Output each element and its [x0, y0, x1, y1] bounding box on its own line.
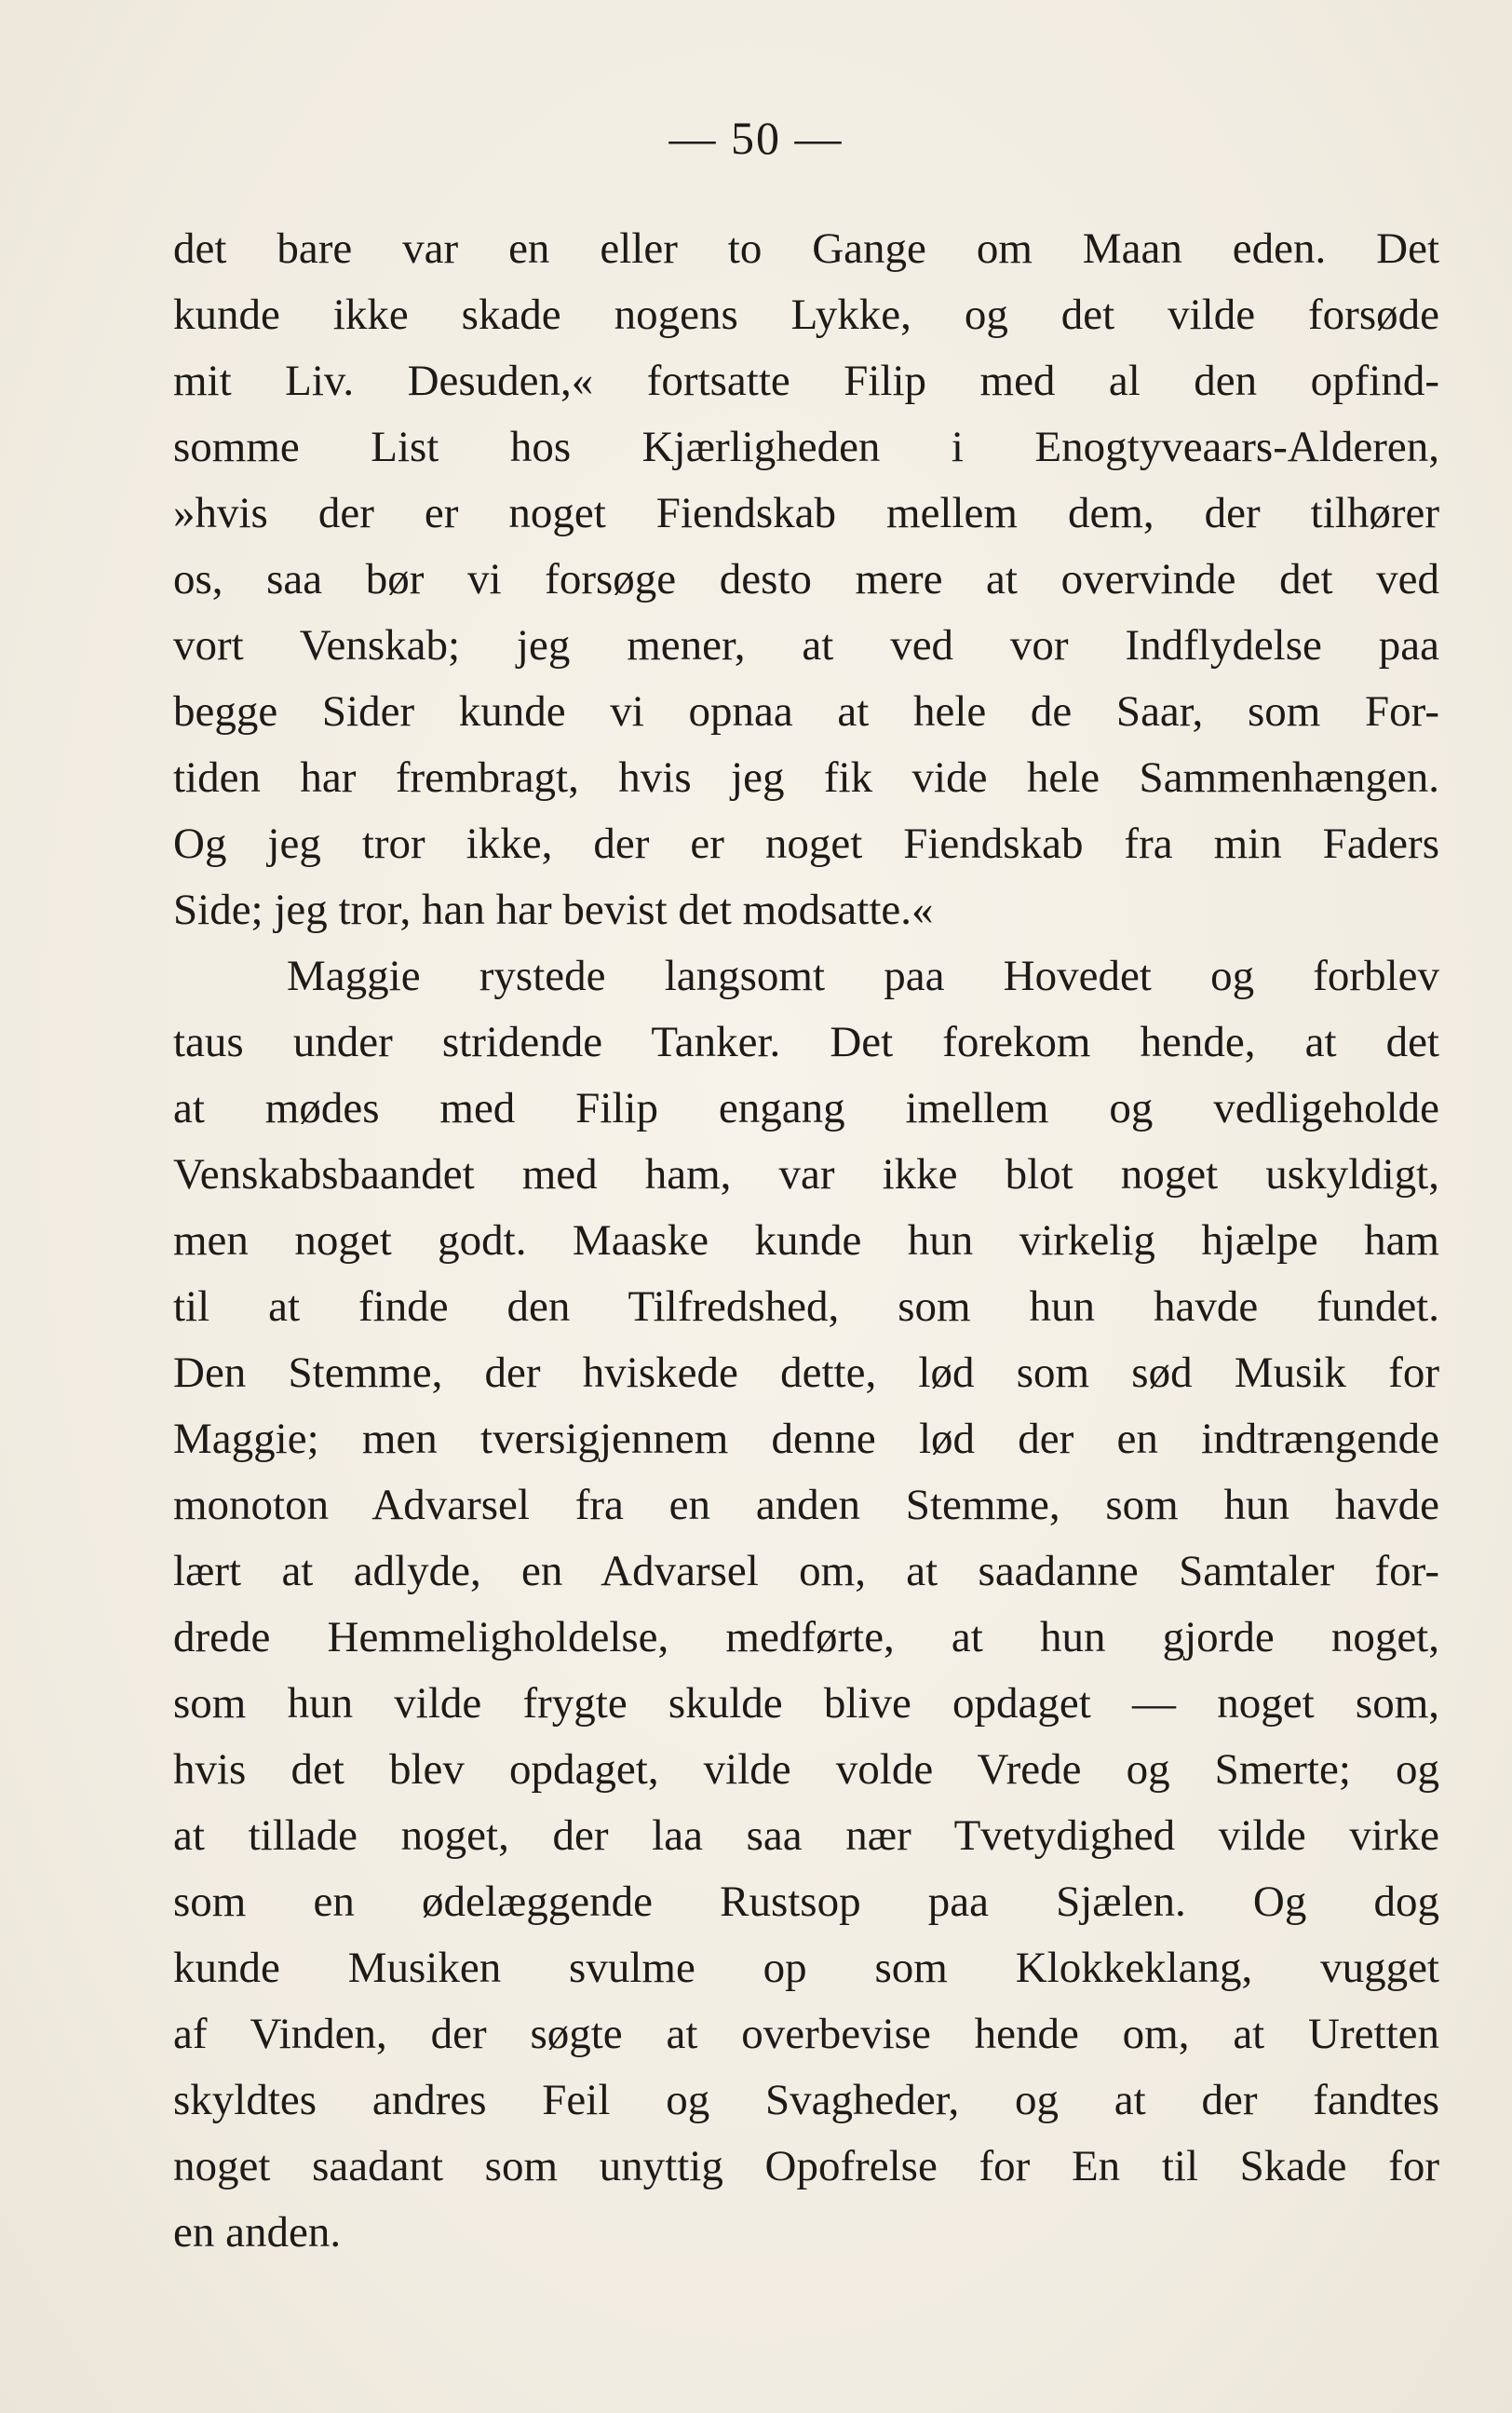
text-line: en anden.	[173, 2208, 342, 2257]
text-line: som en ødelæggende Rustsop paa Sjælen. Og dog	[173, 1878, 1439, 1926]
text-line: som hun vilde frygte skulde blive opdaget — noget som,	[173, 1679, 1439, 1728]
text-line: tiden har frembragt, hvis jeg fik vide hele Sammenhængen.	[173, 753, 1439, 802]
body-text	[173, 216, 1439, 2266]
text-line: lært at adlyde, en Advarsel om, at saadanne Samtaler for-	[173, 1547, 1439, 1595]
text-line: vort Venskab; jeg mener, at ved vor Indflydelse paa	[173, 621, 1439, 670]
text-line: Den Stemme, der hviskede dette, lød som sød Musik for	[173, 1349, 1439, 1397]
text-line: at mødes med Filip engang imellem og vedligeholde	[173, 1084, 1439, 1132]
text-line: hvis det blev opdaget, vilde volde Vrede og Smerte; og	[173, 1745, 1439, 1794]
text-line: »hvis der er noget Fiendskab mellem dem, der tilhører	[173, 489, 1439, 537]
text-line: men noget godt. Maaske kunde hun virkelig hjælpe ham	[173, 1216, 1439, 1265]
text-line: Maggie; men tversigjennem denne lød der en indtrængende	[173, 1415, 1439, 1463]
text-line: Og jeg tror ikke, der er noget Fiendskab fra min Faders	[173, 820, 1439, 868]
text-line: drede Hemmeligholdelse, medførte, at hun gjorde noget,	[173, 1613, 1439, 1661]
text-line: os, saa bør vi forsøge desto mere at overvinde det ved	[173, 555, 1439, 603]
text-line: taus under stridende Tanker. Det forekom hende, at det	[173, 1018, 1439, 1066]
text-line: af Vinden, der søgte at overbevise hende om, at Uretten	[173, 2010, 1439, 2058]
text-line: begge Sider kunde vi opnaa at hele de Saar, som For-	[173, 687, 1439, 736]
text-line: til at finde den Tilfredshed, som hun havde fundet.	[173, 1282, 1439, 1331]
text-line: kunde ikke skade nogens Lykke, og det vilde forsøde	[173, 291, 1439, 339]
text-line: noget saadant som unyttig Opofrelse for En til Skade for	[173, 2142, 1439, 2190]
text-line: Side; jeg tror, han har bevist det modsatte.«	[173, 886, 934, 934]
page-number: — 50 —	[668, 112, 844, 164]
text-line: Venskabsbaandet med ham, var ikke blot noget uskyldigt,	[173, 1150, 1439, 1199]
text-line: at tillade noget, der laa saa nær Tvetydighed vilde virke	[173, 1811, 1439, 1860]
text-line: det bare var en eller to Gange om Maan eden. Det	[173, 224, 1439, 273]
text-line: mit Liv. Desuden,« fortsatte Filip med al den opfind-	[173, 357, 1439, 405]
text-line: somme List hos Kjærligheden i Enogtyveaars-Alderen,	[173, 423, 1439, 471]
text-line: skyldtes andres Feil og Svagheder, og at der fandtes	[173, 2076, 1439, 2124]
text-line: kunde Musiken svulme op som Klokkeklang, vugget	[173, 1944, 1439, 1992]
text-line: Maggie rystede langsomt paa Hovedet og forblev	[287, 952, 1439, 1000]
text-line: monoton Advarsel fra en anden Stemme, som hun havde	[173, 1481, 1439, 1529]
